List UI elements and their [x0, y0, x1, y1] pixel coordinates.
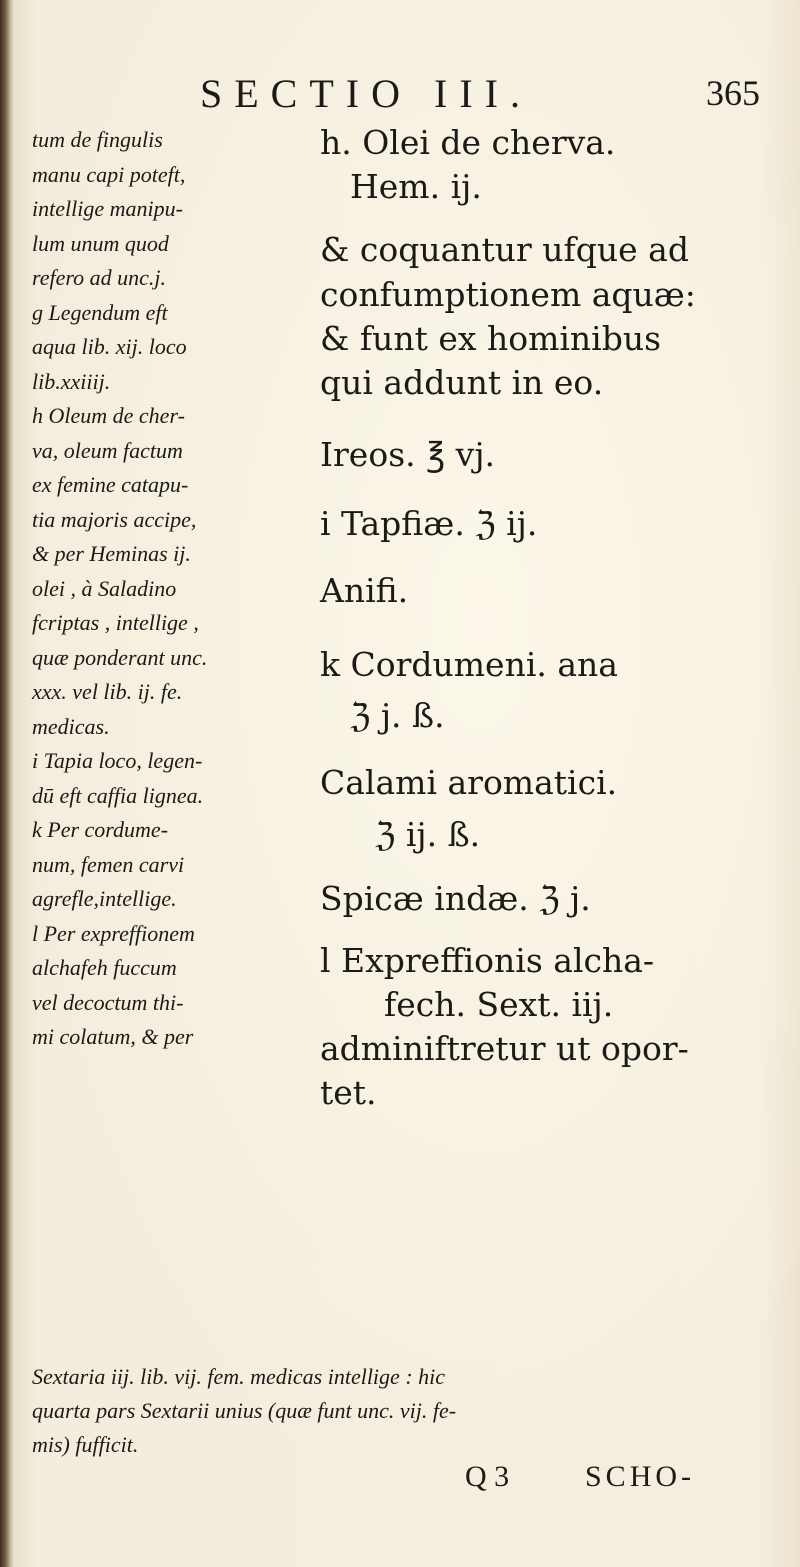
- main-line: confumptionem aquæ:: [320, 275, 696, 314]
- note-line: fcriptas , intellige ,: [32, 610, 199, 635]
- running-head: SECTIO III.: [200, 71, 532, 116]
- signature-mark: Q 3: [465, 1460, 510, 1493]
- note-line: h Oleum de cher-: [32, 403, 185, 428]
- note-line: dū eft caffia lignea.: [32, 782, 204, 808]
- note-line: aqua lib. xij. loco: [32, 334, 187, 359]
- note-line: va, oleum factum: [32, 437, 183, 463]
- main-line: tet.: [320, 1073, 377, 1112]
- main-line: Spicæ indæ. ℨ j.: [320, 879, 591, 918]
- note-line: manu capi poteft,: [32, 161, 186, 187]
- note-line: olei , à Saladino: [32, 575, 177, 601]
- binding-edge: [0, 0, 14, 1567]
- catchword: SCHO-: [585, 1460, 696, 1493]
- note-line: ex femine catapu-: [32, 472, 189, 497]
- note-line: tia majoris accipe,: [32, 506, 197, 532]
- main-line: Calami aromatici.: [320, 763, 618, 802]
- page-number: 365: [706, 73, 760, 113]
- main-line: adminiftretur ut opor-: [320, 1029, 689, 1068]
- footnote-line: quarta pars Sextarii unius (quæ funt unc. vij. fe-: [32, 1398, 457, 1423]
- main-line: h. Olei de cherva.: [320, 123, 616, 162]
- note-line: mi colatum, & per: [32, 1024, 194, 1049]
- footnote-continuation: [32, 1360, 792, 1462]
- page-footer: [0, 1460, 800, 1500]
- main-line: ℨ ij. ß.: [375, 815, 481, 854]
- main-line: Ireos. ℥ vj.: [320, 435, 496, 474]
- note-line: intellige manipu-: [32, 196, 183, 221]
- note-line: & per Heminas ij.: [32, 541, 191, 566]
- main-line: qui addunt in eo.: [320, 363, 604, 402]
- main-line: & funt ex hominibus: [320, 319, 662, 358]
- note-line: alchafeh fuccum: [32, 955, 177, 980]
- main-line: Anifi.: [320, 571, 409, 610]
- note-line: quæ ponderant unc.: [32, 644, 208, 670]
- footnote-line: Sextaria iij. lib. vij. fem. medicas intellige : hic: [32, 1364, 446, 1389]
- note-line: l Per expreffionem: [32, 920, 195, 946]
- note-line: agrefle,intellige.: [32, 886, 177, 911]
- note-line: tum de fingulis: [32, 127, 163, 152]
- main-line: l Expreffionis alcha-: [320, 941, 655, 980]
- note-line: k Per cordume-: [32, 817, 169, 842]
- main-line: k Cordumeni. ana: [320, 645, 618, 684]
- marginal-notes: [32, 123, 322, 1055]
- note-line: lum unum quod: [32, 230, 169, 256]
- note-line: g Legendum eft: [32, 299, 168, 325]
- note-line: i Tapia loco, legen-: [32, 748, 203, 773]
- main-line: i Tapfiæ. ℨ ij.: [320, 504, 538, 543]
- main-line: fech. Sext. iij.: [384, 985, 614, 1024]
- main-line: & coquantur ufque ad: [320, 230, 689, 269]
- main-line: Hem. ij.: [350, 167, 482, 206]
- note-line: refero ad unc.j.: [32, 265, 167, 290]
- note-line: vel decoctum thi-: [32, 989, 184, 1015]
- page-header: [200, 70, 760, 120]
- note-line: xxx. vel lib. ij. fe.: [32, 679, 183, 704]
- note-line: num, femen carvi: [32, 851, 185, 877]
- note-line: lib.xxiiij.: [32, 368, 111, 394]
- main-line: ℨ j. ß.: [350, 696, 445, 735]
- footnote-line: mis) fufficit.: [32, 1432, 139, 1457]
- note-line: medicas.: [32, 713, 110, 739]
